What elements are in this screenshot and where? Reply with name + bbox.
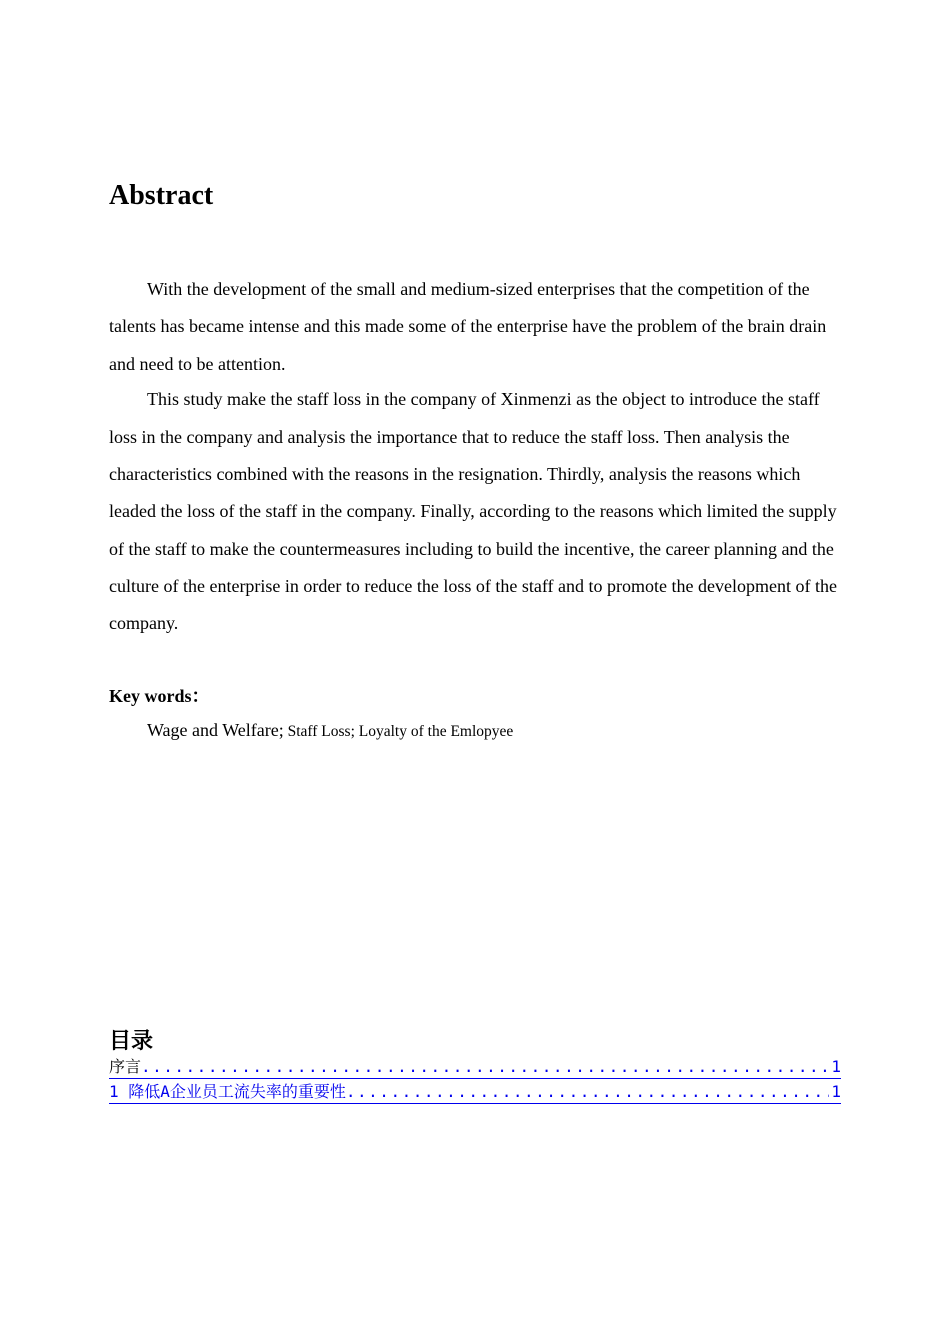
toc-entry-chapter-1[interactable] [109,1081,841,1104]
toc-title: 目录 [109,1029,154,1054]
toc-page-number: 1 [831,1057,841,1076]
keywords-label: Key words： [109,686,210,706]
toc-leader-dots [141,1056,829,1078]
keyword-first: Wage and Welfare; [147,720,284,740]
abstract-body [109,271,844,642]
keyword-rest: Staff Loss; Loyalty of the Emlopyee [283,723,514,740]
toc-leader-dots [346,1081,829,1103]
toc-entry-preface[interactable] [109,1056,841,1079]
abstract-paragraph: This study make the staff loss in the company of Xinmenzi as the object to introduce the staff loss in the company and analysis the importance that to reduce the staff loss. Then analysis the characteristics combined with the reasons in the resignation. Thirdly, analysis the reasons which leaded the loss of the staff in the company. Finally, according to the reasons which limited the supply of the staff to make the countermeasures including to build the incentive, the career planning and the culture of the enterprise in order to reduce the loss of the staff and to promote the development of the company. [109,389,837,634]
toc-page-number: 1 [831,1082,841,1101]
toc-entry-label: 1 降低A企业员工流失率的重要性 [109,1082,346,1101]
keywords-list [147,716,513,746]
abstract-paragraph: With the development of the small and medium-sized enterprises that the competition of the talents has became intense and this made some of the enterprise have the problem of the brain drain and need to be attention. [109,279,827,374]
abstract-title: Abstract [109,180,214,211]
toc-entry-label: 序言 [109,1057,142,1076]
